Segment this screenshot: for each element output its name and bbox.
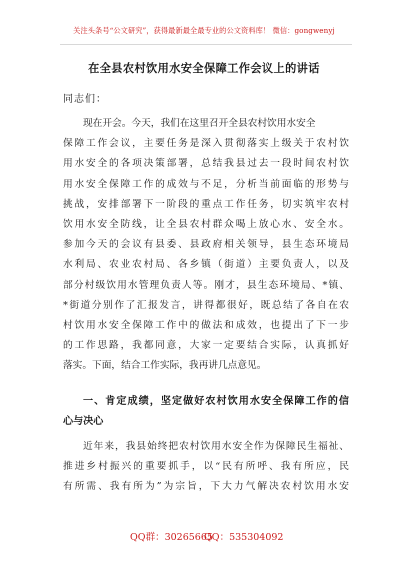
paragraph-line: 现在开会。今天，我们在这里召开全县农村饮用水安全: [83, 118, 316, 129]
paragraph-line: 的工作思路，我都同意，大家一定要结合实际，认真抓好: [63, 340, 349, 352]
paragraph-line: 有所需、我有所为”为宗旨，下大力气解决农村饮用水安: [63, 481, 349, 493]
paragraph-line: 挑战，安排部署下一阶段的重点工作任务，切实筑牢农村: [63, 198, 349, 210]
paragraph-line: 参加今天的会议有县委、县政府相关领导，县生态环境局: [63, 239, 349, 251]
paragraph-line: *街道分别作了汇报发言，讲得都很好，既总结了各自在农: [63, 299, 349, 311]
paragraph-line: 保障工作会议，主要任务是深入贯彻落实上级关于农村饮: [63, 138, 349, 150]
qq-number: QQ：535304092: [204, 532, 284, 543]
heading-line: 一、肯定成绩，坚定做好农村饮用水安全保障工作的信: [83, 396, 349, 407]
paragraph-line: 落实。下面，结合工作实际，我再讲几点意见。: [63, 360, 267, 372]
paragraph-line: 村饮用水安全保障工作中的做法和成效，也提出了下一步: [63, 319, 349, 331]
header-divider: [60, 44, 352, 45]
paragraph-line: 近年来，我县始终把农村饮用水安全作为保障民生福祉、: [83, 441, 349, 452]
paragraph-line: 水利局、农业农村局、各乡镇（街道）主要负责人，以及: [63, 259, 349, 271]
salutation: 同志们：: [63, 94, 107, 105]
qq-group-number: QQ群：30265665: [130, 532, 213, 543]
paragraph-line: 用水安全的各项决策部署，总结我县过去一段时间农村饮: [63, 158, 349, 170]
paragraph-line: 推进乡村振兴的重要抓手，以“民有所呼、我有所应，民: [63, 461, 349, 473]
paragraph-2: [63, 437, 349, 498]
paragraph-line: 部分村级饮用水管理负责人等。刚才，县生态环境局、*镇、: [63, 279, 349, 291]
paragraph-1: [63, 114, 349, 376]
paragraph-line: 用水安全保障工作的成效与不足，分析当前面临的形势与: [63, 178, 349, 190]
footer-contact: [0, 529, 408, 543]
document-title: 在全县农村饮用水安全保障工作会议上的讲话: [88, 61, 320, 75]
header-notice: 关注头条号“公文研究”，获得最新最全最专业的公文资料库！ 微信：gongwenyj: [73, 26, 335, 35]
section-heading-1: [63, 392, 349, 432]
heading-line: 心与决心: [63, 416, 104, 427]
paragraph-line: 饮用水安全防线，让全县农村群众喝上放心水、安全水。: [63, 218, 349, 230]
